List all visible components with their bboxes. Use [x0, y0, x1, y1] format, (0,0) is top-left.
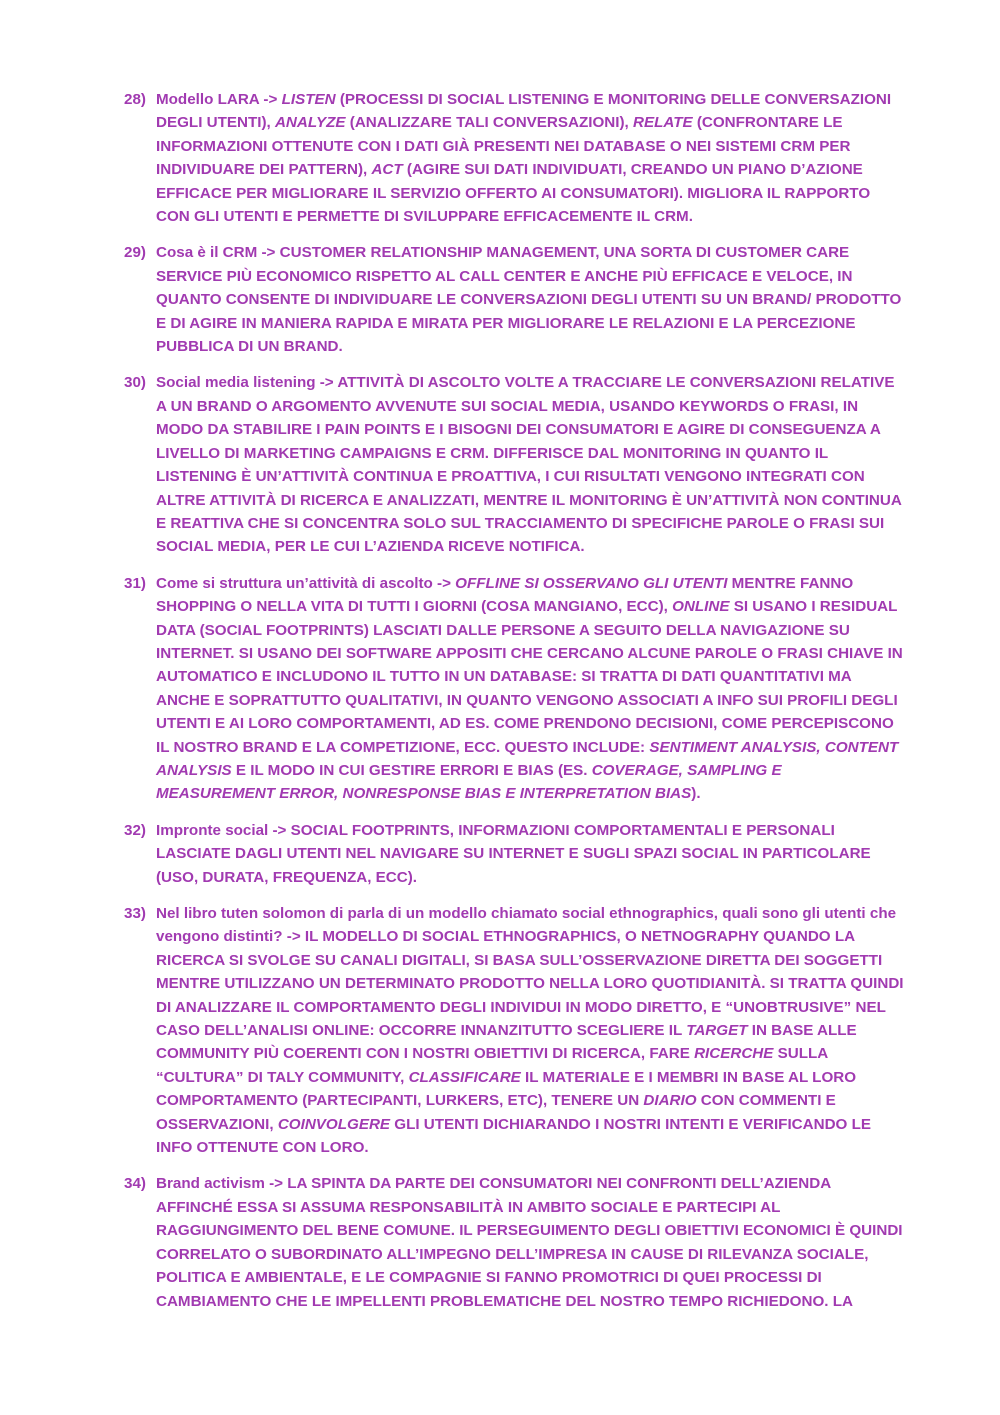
- item-number: 28): [124, 91, 146, 108]
- list-item-28: [124, 88, 904, 228]
- italic-text-segment: CLASSIFICARE: [408, 1068, 521, 1086]
- text-segment: Brand activism -> LA SPINTA DA PARTE DEI CONSUMATORI NEI CONFRONTI DELL’AZIENDA AFFINCHÉ ESSA SI ASSUMA RESPONSABILITÀ IN AMBITO SOCIALE E PARTECIPI AL RAGGIUNGIMENTO DEL BENE COMUNE. IL PERSEGUIMENTO DEGLI OBIETTIVI ECONOMICI È QUINDI CORRELATO O SUBORDINATO ALL’IMPEGNO DELL’IMPRESA IN CAUSE DI RILEVANZA SOCIALE, POLITICA E AMBIENTALE, E LE COMPAGNIE SI FANNO PROMOTRICI DI QUEI PROCESSI DI CAMBIAMENTO CHE LE IMPELLENTI PROBLEMATICHE DEL NOSTRO TEMPO RICHIEDONO. LA: [156, 1175, 903, 1310]
- italic-text-segment: RICERCHE: [694, 1045, 774, 1063]
- item-number: 29): [124, 244, 146, 262]
- list-item-29: [124, 241, 904, 358]
- italic-text-segment: ACT: [371, 161, 403, 179]
- text-segment: Nel libro tuten solomon di parla di un modello chiamato social ethnographics, quali sono gli utenti che vengono distinti? -> IL MODELLO DI SOCIAL ETHNOGRAPHICS, O NETNOGRAPHY QUANDO LA RICERCA SI SVOLGE SU CANALI DIGITALI, SI BASA SULL’OSSERVAZIONE DIRETTA DEI SOGGETTI MENTRE UTILIZZANO UN DETERMINATO PRODOTTO NELLA LORO QUOTIDIANITÀ. SI TRATTA QUINDI DI ANALIZZARE IL COMPORTAMENTO DEGLI INDIVIDUI IN MODO DIRETTO, E “UNOBTRUSIVE” NEL CASO DELL’ANALISI ONLINE: OCCORRE INNANZITUTTO SCEGLIERE IL: [156, 905, 904, 1040]
- italic-text-segment: COVERAGE, SAMPLING E MEASUREMENT ERROR, NONRESPONSE BIAS E INTERPRETATION BIAS: [156, 761, 782, 803]
- text-segment: IN BASE ALLE COMMUNITY PIÙ COERENTI CON I NOSTRI OBIETTIVI DI RICERCA, FARE: [156, 1022, 857, 1063]
- italic-text-segment: SENTIMENT ANALYSIS, CONTENT ANALYSIS: [156, 738, 899, 779]
- item-number: 31): [124, 574, 146, 592]
- list-item-31: [124, 572, 904, 806]
- italic-text-segment: LISTEN: [281, 91, 336, 108]
- text-segment: Cosa è il CRM -> CUSTOMER RELATIONSHIP MANAGEMENT, UNA SORTA DI CUSTOMER CARE SERVICE PIÙ ECONOMICO RISPETTO AL CALL CENTER E ANCHE PIÙ EFFICACE E VELOCE, IN QUANTO CONSENTE DI INDIVIDUARE LE CONVERSAZIONI DEGLI UTENTI SU UN BRAND/ PRODOTTO E DI AGIRE IN MANIERA RAPIDA E MIRATA PER MIGLIORARE LE RELAZIONI E LA PERCEZIONE PUBBLICA DI UN BRAND.: [156, 244, 902, 356]
- text-segment: ).: [691, 785, 701, 803]
- item-text: [156, 241, 904, 358]
- italic-text-segment: RELATE: [632, 114, 693, 132]
- item-number: 30): [124, 374, 146, 392]
- italic-text-segment: OFFLINE SI OSSERVANO GLI UTENTI: [455, 574, 728, 592]
- text-segment: IL MATERIALE E I MEMBRI IN BASE AL LORO COMPORTAMENTO (PARTECIPANTI, LURKERS, ETC), TENERE UN: [156, 1068, 857, 1110]
- item-text: [156, 902, 904, 1159]
- italic-text-segment: ANALYZE: [274, 114, 346, 132]
- text-segment: GLI UTENTI DICHIARANDO I NOSTRI INTENTI E VERIFICANDO LE INFO OTTENUTE CON LORO.: [156, 1115, 871, 1157]
- text-segment: (PROCESSI DI SOCIAL LISTENING E MONITORING DELLE CONVERSAZIONI DEGLI UTENTI),: [156, 91, 892, 132]
- item-number: 34): [124, 1175, 146, 1193]
- item-text: [156, 371, 904, 558]
- item-number: 33): [124, 905, 146, 922]
- list-item-30: [124, 371, 904, 558]
- italic-text-segment: DIARIO: [643, 1092, 697, 1110]
- text-segment: CON COMMENTI E OSSERVAZIONI,: [156, 1092, 836, 1133]
- text-segment: Impronte social -> SOCIAL FOOTPRINTS, INFORMAZIONI COMPORTAMENTALI E PERSONALI LASCIATE DAGLI UTENTI NEL NAVIGARE SU INTERNET E SUGLI SPAZI SOCIAL IN PARTICOLARE (USO, DURATA, FREQUENZA, ECC).: [156, 821, 871, 886]
- list-item-33: [124, 902, 904, 1159]
- item-text: [156, 1172, 904, 1312]
- item-text: [156, 819, 904, 889]
- item-number: 32): [124, 821, 146, 839]
- italic-text-segment: TARGET: [686, 1022, 748, 1040]
- text-segment: SI USANO I RESIDUAL DATA (SOCIAL FOOTPRINTS) LASCIATI DALLE PERSONE A SEGUITO DELLA NAVIGAZIONE SU INTERNET. SI USANO DEI SOFTWARE APPOSITI CHE CERCANO ALCUNE PAROLE O FRASI CHIAVE IN AUTOMATICO E INCLUDONO IL TUTTO IN UN DATABASE: SI TRATTA DI DATI QUANTITATIVI MA ANCHE E SOPRATTUTTO QUALITATIVI, IN QUANTO VENGONO ASSOCIATI A INFO SUI PROFILI DEGLI UTENTI E AI LORO COMPORTAMENTI, AD ES. COME PRENDONO DECISIONI, COME PERCEPISCONO IL NOSTRO BRAND E LA COMPETIZIONE, ECC. QUESTO INCLUDE:: [156, 598, 903, 756]
- text-segment: (ANALIZZARE TALI CONVERSAZIONI),: [345, 114, 633, 132]
- item-text: [156, 88, 904, 228]
- text-segment: Modello LARA ->: [156, 91, 282, 108]
- text-segment: (AGIRE SUI DATI INDIVIDUATI, CREANDO UN PIANO D’AZIONE EFFICACE PER MIGLIORARE IL SERVIZIO OFFERTO AI CONSUMATORI). MIGLIORA IL RAPPORTO CON GLI UTENTI E PERMETTE DI SVILUPPARE EFFICACEMENTE IL CRM.: [156, 161, 871, 226]
- item-text: [156, 572, 904, 806]
- list-item-34: [124, 1172, 904, 1312]
- text-segment: E IL MODO IN CUI GESTIRE ERRORI E BIAS (ES.: [231, 761, 592, 779]
- list-item-32: [124, 819, 904, 889]
- text-segment: SULLA “CULTURA” DI TALY COMMUNITY,: [156, 1045, 828, 1086]
- italic-text-segment: COINVOLGERE: [277, 1115, 391, 1133]
- italic-text-segment: ONLINE: [672, 598, 730, 616]
- text-segment: MENTRE FANNO SHOPPING O NELLA VITA DI TUTTI I GIORNI (COSA MANGIANO, ECC),: [156, 574, 854, 616]
- text-segment: (CONFRONTARE LE INFORMAZIONI OTTENUTE CON I DATI GIÀ PRESENTI NEI DATABASE O NEI SISTEMI CRM PER INDIVIDUARE DEI PATTERN),: [156, 114, 851, 179]
- text-segment: Come si struttura un’attività di ascolto ->: [156, 574, 456, 592]
- text-segment: Social media listening -> ATTIVITÀ DI ASCOLTO VOLTE A TRACCIARE LE CONVERSAZIONI RELATIVE A UN BRAND O ARGOMENTO AVVENUTE SUI SOCIAL MEDIA, USANDO KEYWORDS O FRASI, IN MODO DA STABILIRE I PAIN POINTS E I BISOGNI DEI CONSUMATORI E AGIRE DI CONSEGUENZA A LIVELLO DI MARKETING CAMPAIGNS E CRM. DIFFERISCE DAL MONITORING IN QUANTO IL LISTENING È UN’ATTIVITÀ CONTINUA E PROATTIVA, I CUI RISULTATI VENGONO INTEGRATI CON ALTRE ATTIVITÀ DI RICERCA E ANALIZZATI, MENTRE IL MONITORING È UN’ATTIVITÀ NON CONTINUA E REATTIVA CHE SI CONCENTRA SOLO SUL TRACCIAMENTO DI SPECIFICHE PAROLE O FRASI SUI SOCIAL MEDIA, PER LE CUI L’AZIENDA RICEVE NOTIFICA.: [156, 374, 902, 556]
